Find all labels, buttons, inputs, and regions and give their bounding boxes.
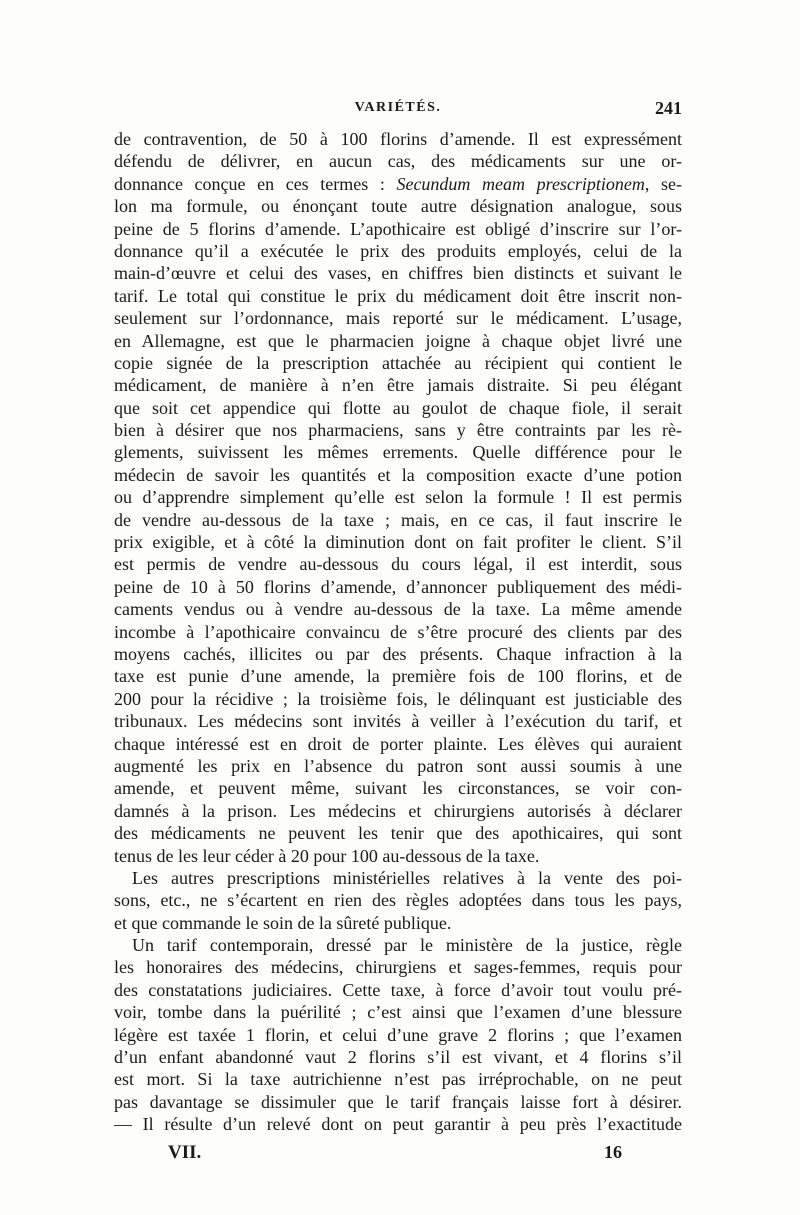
text-line: ou d’apprendre simplement qu’elle est selon la formule ! Il est permis — [114, 487, 682, 508]
text-line: chaque intéressé est en droit de porter plainte. Les élèves qui auraient — [114, 733, 682, 754]
text-line: peine de 10 à 50 florins d’amende, d’annoncer publiquement des médi- — [114, 576, 682, 597]
running-head — [114, 100, 682, 124]
text-line: médicament, de manière à n’en être jamais distraite. Si peu élégant — [114, 375, 682, 396]
text-line: est permis de vendre au-dessous du cours légal, il est interdit, sous — [114, 554, 682, 575]
signature-mark: VII. — [168, 1142, 202, 1163]
text-line: en Allemagne, est que le pharmacien joigne à chaque objet livré une — [114, 330, 682, 351]
text-line: donnance qu’il a exécutée le prix des produits employés, celui de la — [114, 240, 682, 261]
text-line: de vendre au-dessous de la taxe ; mais, en ce cas, il faut inscrire le — [114, 509, 682, 530]
text-line: taxe est punie d’une amende, la première fois de 100 florins, et de — [114, 666, 682, 687]
sheet-number: 16 — [604, 1142, 622, 1162]
text-line: que soit cet appendice qui flotte au goulot de chaque fiole, il serait — [114, 397, 682, 418]
text-line: glements, suivissent les mêmes errements. Quelle différence pour le — [114, 442, 682, 463]
text-line: tribunaux. Les médecins sont invités à veiller à l’exécution du tarif, et — [114, 711, 682, 732]
paragraph-end-line: et que commande le soin de la sûreté publique. — [114, 912, 452, 933]
text-line: lon ma formule, ou énonçant toute autre désignation analogue, sous — [114, 196, 682, 217]
text-line: peine de 5 florins d’amende. L’apothicaire est obligé d’inscrire sur l’or- — [114, 218, 682, 239]
text-segment: donnance conçue en ces termes : — [114, 173, 397, 194]
text-line: sons, etc., ne s’écartent en rien des règles adoptées dans tous les pays, — [114, 890, 682, 911]
text-line: main-d’œuvre et celui des vases, en chiffres bien distincts et suivant le — [114, 263, 682, 284]
paragraph-start-line: Les autres prescriptions ministérielles relatives à la vente des poi- — [132, 867, 682, 888]
text-segment: , se- — [644, 173, 682, 194]
text-line: augmenté les prix en l’absence du patron sont aussi soumis à une — [114, 755, 682, 776]
text-line: tarif. Le total qui constitue le prix du médicament doit être inscrit non- — [114, 285, 682, 306]
text-line: les honoraires des médecins, chirurgiens et sages-femmes, requis pour — [114, 957, 682, 978]
text-line: prix exigible, et à côté la diminution dont on fait profiter le client. S’il — [114, 532, 682, 553]
text-line: seulement sur l’ordonnance, mais reporté sur le médicament. L’usage, — [114, 308, 682, 329]
paragraph-end-line: tenus de les leur céder à 20 pour 100 au-dessous de la taxe. — [114, 845, 540, 866]
text-line: défendu de délivrer, en aucun cas, des médicaments sur une or- — [114, 151, 682, 172]
text-line: bien à désirer que nos pharmaciens, sans y être contraints par les rè- — [114, 420, 682, 441]
text-line-with-italic — [114, 173, 682, 195]
paragraph-start-line: Un tarif contemporain, dressé par le ministère de la justice, règle — [132, 935, 682, 956]
italic-phrase: Secundum meam prescriptionem — [396, 173, 645, 194]
text-line: amende, et peuvent même, suivant les circonstances, se voir con- — [114, 778, 682, 799]
text-line: caments vendus ou à vendre au-dessous de la taxe. La même amende — [114, 599, 682, 620]
text-line: des constatations judiciaires. Cette taxe, à force d’avoir tout voulu pré- — [114, 979, 682, 1000]
text-line: d’un enfant abandonné vaut 2 florins s’il est vivant, et 4 florins s’il — [114, 1047, 682, 1068]
text-line: de contravention, de 50 à 100 florins d’amende. Il est expressément — [114, 129, 682, 149]
text-line: pas davantage se dissimuler que le tarif français laisse fort à désirer. — [114, 1091, 682, 1112]
running-title: VARIÉTÉS. — [354, 100, 442, 115]
text-line: 200 pour la récidive ; la troisième fois, le délinquant est justiciable des — [114, 688, 682, 709]
text-line: copie signée de la prescription attachée au récipient qui contient le — [114, 352, 682, 373]
text-line: incombe à l’apothicaire convaincu de s’être procuré des clients par des — [114, 621, 682, 642]
body-text — [114, 128, 682, 1136]
page-footer — [114, 1142, 682, 1168]
text-line: médecin de savoir les quantités et la composition exacte d’une potion — [114, 464, 682, 485]
text-line: moyens cachés, illicites ou par des présents. Chaque infraction à la — [114, 643, 682, 664]
text-line: — Il résulte d’un relevé dont on peut garantir à peu près l’exactitude — [114, 1114, 682, 1135]
page-number: 241 — [655, 98, 682, 118]
text-line: des médicaments ne peuvent les tenir que des apothicaires, qui sont — [114, 823, 682, 844]
text-line: légère est taxée 1 florin, et celui d’une grave 2 florins ; que l’examen — [114, 1024, 682, 1045]
text-line: est mort. Si la taxe autrichienne n’est pas irréprochable, on ne peut — [114, 1069, 682, 1090]
text-line: voir, tombe dans la puérilité ; c’est ainsi que l’examen d’une blessure — [114, 1002, 682, 1023]
text-line: damnés à la prison. Les médecins et chirurgiens autorisés à déclarer — [114, 800, 682, 821]
